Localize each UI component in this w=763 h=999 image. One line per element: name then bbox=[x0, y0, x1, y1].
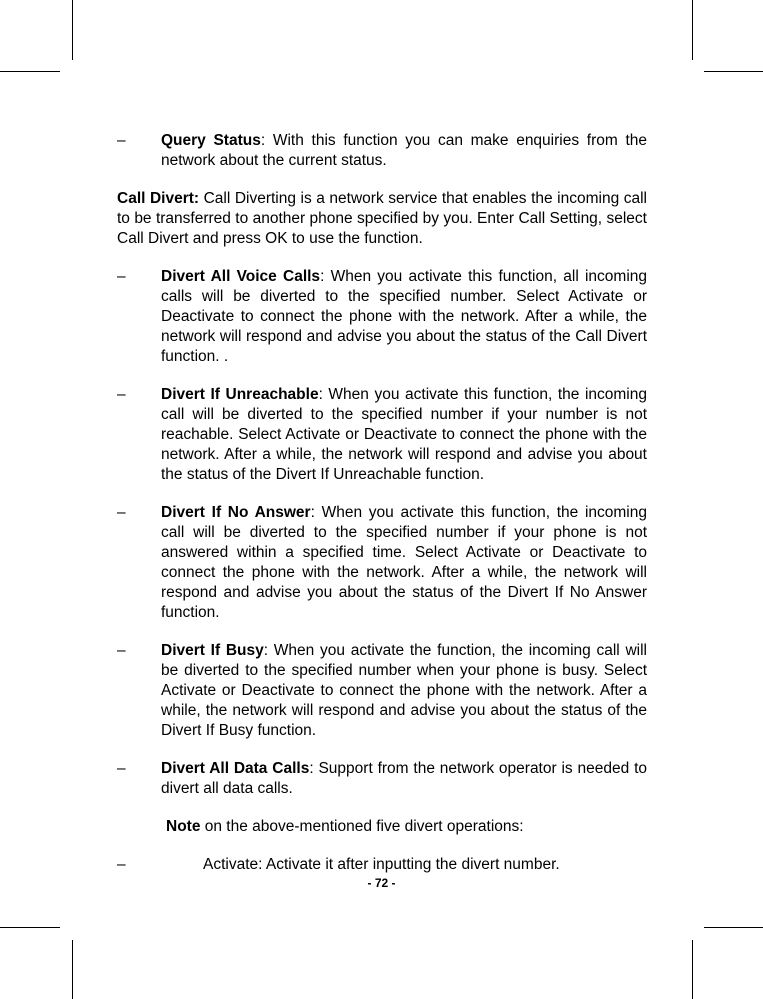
item-term: Divert All Voice Calls bbox=[161, 268, 321, 285]
bullet-dash: – bbox=[117, 856, 126, 873]
item-term: Divert If No Answer bbox=[161, 504, 311, 521]
note-term: Note bbox=[166, 818, 201, 835]
list-item bbox=[117, 385, 647, 485]
item-text: : Support from the network operator is needed to divert all data calls. bbox=[161, 760, 647, 797]
item-term: Divert If Unreachable bbox=[161, 386, 319, 403]
crop-mark bbox=[72, 0, 73, 60]
bullet-dash: – bbox=[117, 642, 126, 659]
sub-list-item bbox=[117, 855, 647, 875]
item-text: : When you activate the function, the incoming call will be diverted to the specified number when your phone is busy. Select Activate or Deactivate to connect the phone with the network. After a while, the network will respond and advise you about the status of the Divert If Busy function. bbox=[161, 642, 648, 739]
list-item bbox=[117, 641, 647, 741]
item-term: Divert If Busy bbox=[161, 642, 264, 659]
bullet-dash: – bbox=[117, 760, 126, 777]
list-item bbox=[117, 131, 647, 171]
list-item bbox=[117, 503, 647, 623]
note-text: on the above-mentioned five divert operations: bbox=[200, 818, 524, 835]
page-number: - 72 - bbox=[367, 876, 396, 890]
item-text: : When you activate this function, the incoming call will be diverted to the specified number if your phone is not answered within a specified time. Select Activate or Deactivate to connect the phone with the network. After a while, the network will respond and advise you about the status of the Divert If No Answer function. bbox=[161, 504, 647, 621]
crop-mark bbox=[0, 927, 60, 928]
call-divert-paragraph bbox=[117, 189, 647, 249]
note-line bbox=[166, 817, 647, 837]
crop-mark bbox=[692, 0, 693, 60]
item-text: : With this function you can make enquiries from the network about the current status. bbox=[161, 132, 647, 169]
item-term: Query Status bbox=[161, 132, 261, 149]
sub-item-text: Activate: Activate it after inputting the divert number. bbox=[203, 856, 560, 873]
bullet-dash: – bbox=[117, 268, 126, 285]
crop-mark bbox=[0, 71, 60, 72]
crop-mark bbox=[72, 940, 73, 999]
page-content bbox=[117, 131, 647, 875]
crop-mark bbox=[704, 927, 763, 928]
crop-mark bbox=[692, 940, 693, 999]
item-text: : When you activate this function, the incoming call will be diverted to the specified number if your number is not reachable. Select Activate or Deactivate to connect the phone with the network. After a while, the network will respond and advise you about the status of the Divert If Unreachable function. bbox=[161, 386, 647, 483]
crop-mark bbox=[704, 71, 763, 72]
paragraph-term: Call Divert: bbox=[117, 190, 200, 207]
item-text: : When you activate this function, all incoming calls will be diverted to the specified number. Select Activate or Deactivate to connect the phone with the network. After a while, the network will respond and advise you about the status of the Call Divert function. . bbox=[161, 268, 647, 365]
paragraph-text: Call Diverting is a network service that enables the incoming call to be transferred to another phone specified by you. Enter Call Setting, select Call Divert and press OK to use the function. bbox=[117, 190, 647, 247]
bullet-dash: – bbox=[117, 504, 126, 521]
list-item bbox=[117, 759, 647, 799]
bullet-dash: – bbox=[117, 132, 126, 149]
bullet-dash: – bbox=[117, 386, 126, 403]
item-term: Divert All Data Calls bbox=[161, 760, 310, 777]
list-item bbox=[117, 267, 647, 367]
